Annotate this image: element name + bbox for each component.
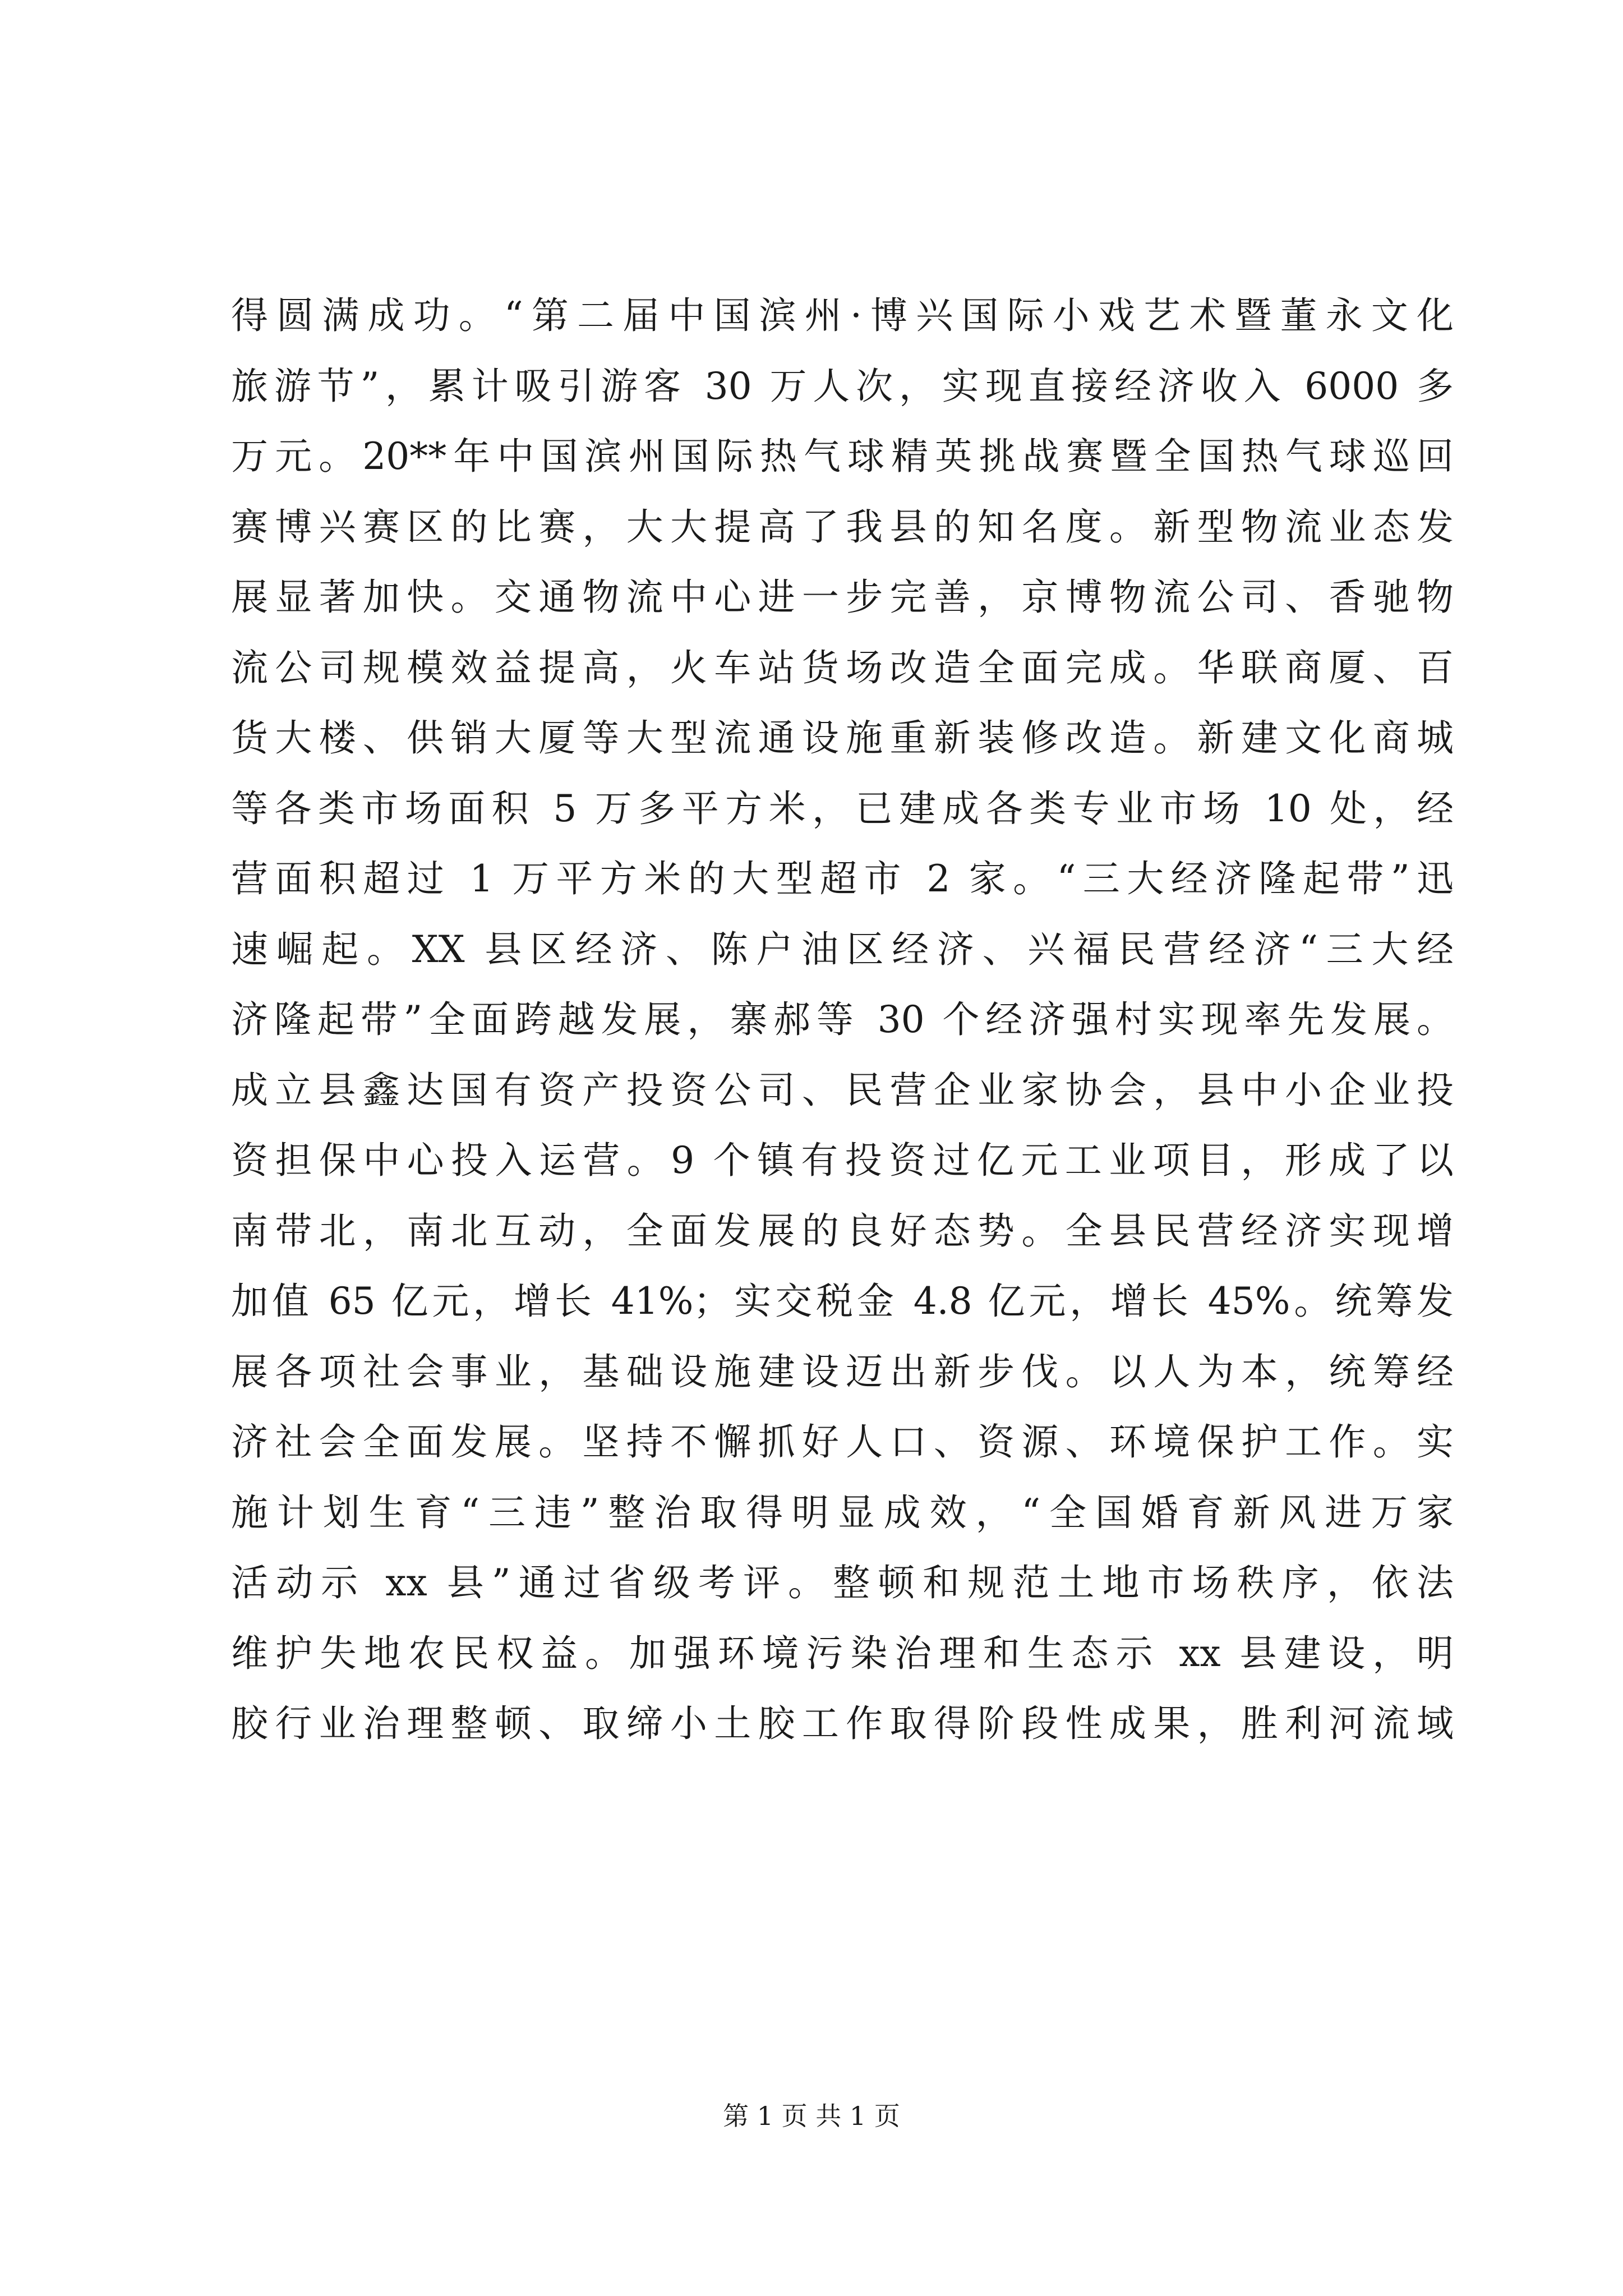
text-line: 济社会全面发展。坚持不懈抓好人口、资源、环境保护工作。实 xyxy=(231,1420,1454,1464)
text-line: 施计划生育“三违”整治取得明显成效，“全国婚育新风进万家 xyxy=(231,1490,1454,1534)
text-line: 胶行业治理整顿、取缔小土胶工作取得阶段性成果，胜利河流域 xyxy=(231,1702,1454,1745)
text-line: 赛博兴赛区的比赛，大大提高了我县的知名度。新型物流业态发 xyxy=(231,505,1454,549)
text-line: 流公司规模效益提高，火车站货场改造全面完成。华联商厦、百 xyxy=(231,646,1454,689)
text-line: 济隆起带”全面跨越发展，寨郝等 30 个经济强村实现率先发展。 xyxy=(231,998,1454,1041)
text-line: 速崛起。XX 县区经济、陈户油区经济、兴福民营经济“三大经 xyxy=(231,927,1454,971)
text-line: 旅游节”，累计吸引游客 30 万人次，实现直接经济收入 6000 多 xyxy=(231,364,1454,408)
text-line: 南带北，南北互动，全面发展的良好态势。全县民营经济实现增 xyxy=(231,1209,1454,1253)
text-line: 万元。20**年中国滨州国际热气球精英挑战赛暨全国热气球巡回 xyxy=(231,435,1454,478)
text-line: 资担保中心投入运营。9 个镇有投资过亿元工业项目，形成了以 xyxy=(231,1139,1454,1182)
body-text xyxy=(231,280,1454,1759)
text-line: 展各项社会事业，基础设施建设迈出新步伐。以人为本，统筹经 xyxy=(231,1350,1454,1393)
text-line: 营面积超过 1 万平方米的大型超市 2 家。“三大经济隆起带”迅 xyxy=(231,857,1454,900)
text-line: 展显著加快。交通物流中心进一步完善，京博物流公司、香驰物 xyxy=(231,576,1454,619)
page-footer: 第 1 页 共 1 页 xyxy=(723,2101,900,2131)
text-line: 得圆满成功。“第二届中国滨州·博兴国际小戏艺术暨董永文化 xyxy=(231,294,1454,337)
text-line: 活动示 xx 县”通过省级考评。整顿和规范土地市场秩序，依法 xyxy=(231,1561,1454,1604)
text-line: 等各类市场面积 5 万多平方米，已建成各类专业市场 10 处，经 xyxy=(231,786,1454,830)
text-line: 货大楼、供销大厦等大型流通设施重新装修改造。新建文化商城 xyxy=(231,716,1454,760)
text-line: 加值 65 亿元，增长 41%；实交税金 4.8 亿元，增长 45%。统筹发 xyxy=(231,1280,1454,1323)
text-line: 维护失地农民权益。加强环境污染治理和生态示 xx 县建设，明 xyxy=(231,1631,1454,1675)
text-line: 成立县鑫达国有资产投资公司、民营企业家协会，县中小企业投 xyxy=(231,1068,1454,1112)
